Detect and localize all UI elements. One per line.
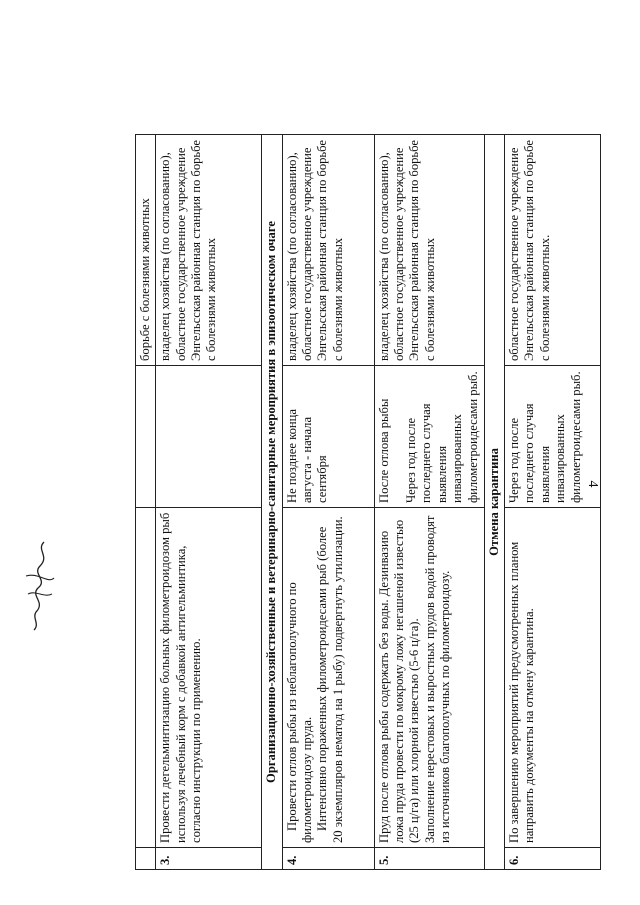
measure-text: По завершению мероприятий предусмотренных планом направить документы на отмену карантина. bbox=[505, 508, 601, 848]
responsible-text: областное государственное учреждение Энгельсская районная станция по борьбе с болезнями животных. bbox=[505, 135, 601, 366]
table-row bbox=[282, 135, 374, 870]
measures-table bbox=[135, 134, 601, 870]
section-title: Организационно-хозяйственные и ветеринарно-санитарные мероприятия в эпизоотическом очаге bbox=[262, 135, 282, 870]
section-row bbox=[262, 135, 282, 870]
deadline-paragraph: После отлова рыбы bbox=[376, 398, 391, 503]
measure-paragraph: Заполнение нерестовых и выростных прудов водой проводят из источников благополучных по филометроидозу. bbox=[422, 515, 453, 843]
deadline-text bbox=[136, 366, 156, 508]
responsible-text: владелец хозяйства (по согласованию), областное государственное учреждение Энгельсская районная станция по борьбе с болезнями животных bbox=[374, 135, 484, 366]
deadline-text bbox=[156, 366, 262, 508]
measures-sheet bbox=[135, 135, 585, 870]
measure-paragraph: Пруд после отлова рыбы содержать без воды. Дезинвазию ложа пруда провести по мокрому ложу негашеной известью (25 ц/га) или хлорной известью (5-6 ц/га). bbox=[376, 519, 422, 843]
deadline-paragraph: Через год после последнего случая выявления инвазированных филометроидесами рыб. bbox=[404, 371, 480, 503]
section-title: Отмена карантина bbox=[484, 135, 504, 870]
deadline-text: Через год после последнего случая выявления инвазированных филометроидесами рыб. bbox=[505, 366, 601, 508]
measure-paragraph: Интенсивно пораженных филометроидесами рыб (более 20 экземпляров нематод на 1 рыбу) подвергнуть утилизации. bbox=[315, 516, 345, 843]
table-row bbox=[374, 135, 484, 870]
section-row bbox=[484, 135, 504, 870]
row-number: 5. bbox=[374, 848, 484, 870]
table-row bbox=[505, 135, 601, 870]
deadline-text: Не позднее конца августа - начала сентября bbox=[282, 366, 374, 508]
handwritten-signature bbox=[14, 536, 62, 632]
row-number: 6. bbox=[505, 848, 601, 870]
responsible-text: владелец хозяйства (по согласованию), областное государственное учреждение Энгельсская районная станция по борьбе с болезнями животных bbox=[282, 135, 374, 366]
table-row bbox=[156, 135, 262, 870]
page-number: 4 bbox=[585, 480, 600, 488]
row-number bbox=[136, 848, 156, 870]
row-number: 4. bbox=[282, 848, 374, 870]
responsible-text: борьбе с болезнями животных bbox=[136, 135, 156, 366]
measure-text: Провести дегельминтизацию больных филометроидозом рыб используя лечебный корм с добавкой антигельминтика, согласно инструкции по применению. bbox=[156, 508, 262, 848]
measure-text bbox=[374, 508, 484, 848]
measure-text bbox=[282, 508, 374, 848]
measure-paragraph: Провести отлов рыбы из неблагополучного по филометроидозу пруда. bbox=[284, 582, 315, 843]
table-row bbox=[136, 135, 156, 870]
responsible-text: владелец хозяйства (по согласованию), областное государственное учреждение Энгельсская районная станция по борьбе с болезнями животных bbox=[156, 135, 262, 366]
deadline-text bbox=[374, 366, 484, 508]
measure-text bbox=[136, 508, 156, 848]
row-number: 3. bbox=[156, 848, 262, 870]
